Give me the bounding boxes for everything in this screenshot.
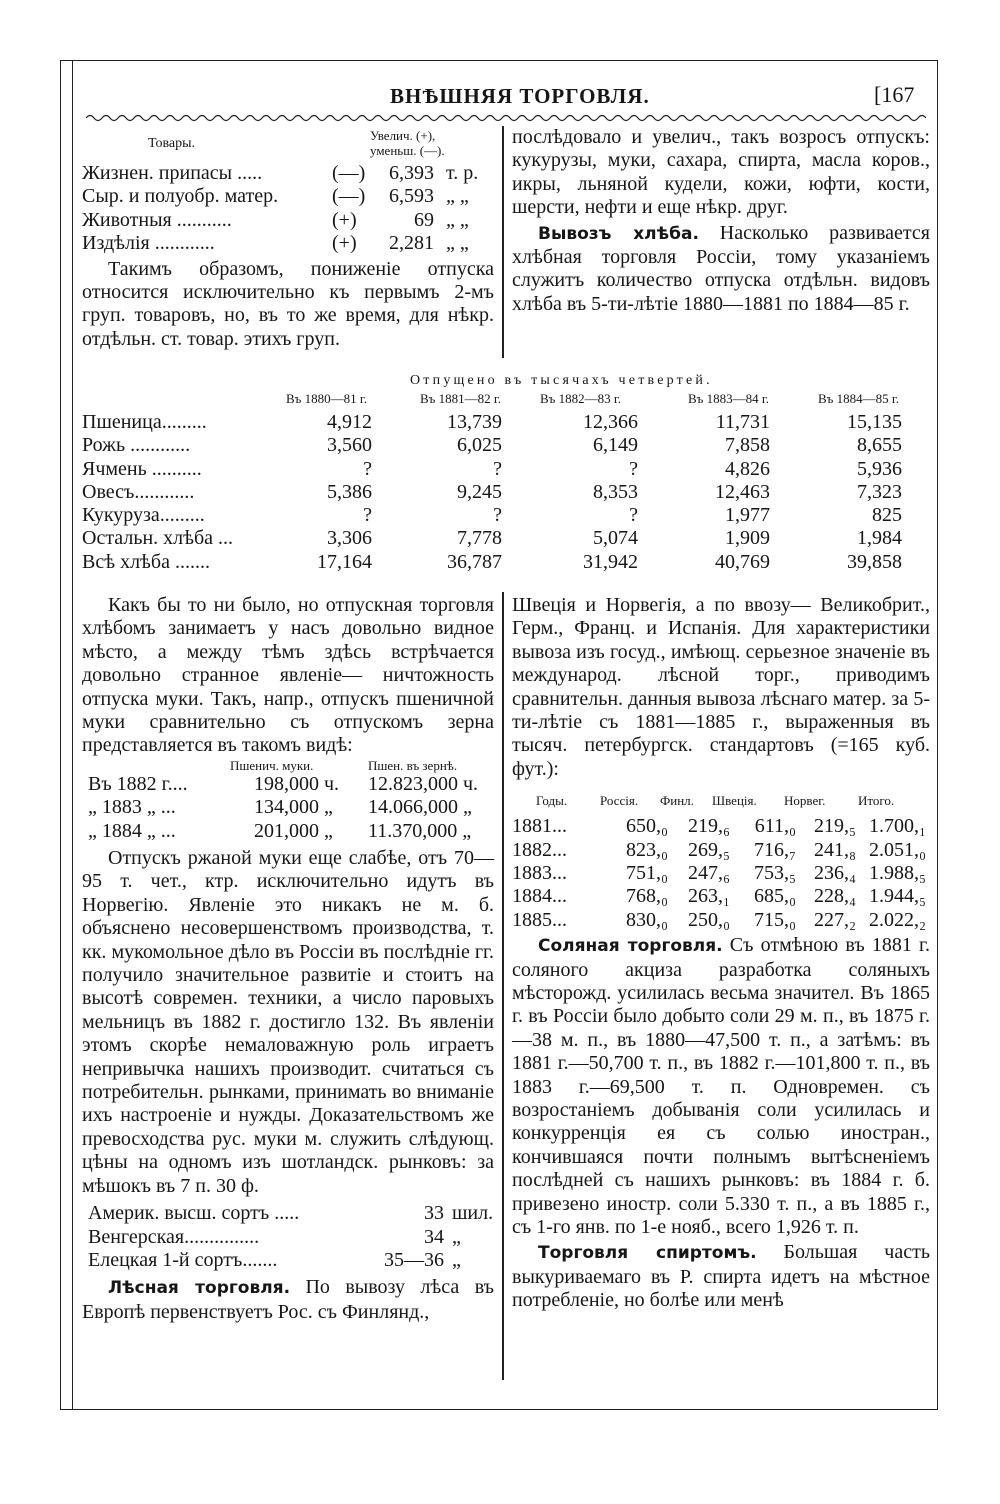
goods-name: Жизнен. припасы ..... — [82, 162, 263, 184]
grain-value: 6,025 — [457, 434, 502, 457]
timber-year: 1883... — [512, 862, 567, 885]
timber-value: 715,₀ — [754, 908, 796, 931]
timber-value: 753,₅ — [754, 862, 796, 885]
grain-value: 5,386 — [327, 480, 372, 503]
grain-value: 12,463 — [715, 480, 770, 503]
grain-name: Овесъ............ — [82, 480, 195, 503]
grain-value: ? — [629, 457, 638, 480]
timber-value: 650,₀ — [626, 815, 668, 838]
grain-row — [82, 434, 932, 457]
flour-col-header-2: Пшен. въ зернѣ. — [368, 757, 458, 773]
timber-value: 1.944,₅ — [869, 885, 926, 908]
price-value: 35—36 — [384, 1248, 444, 1271]
timber-value: 241,₈ — [814, 838, 856, 861]
grain-row — [82, 481, 932, 504]
grain-value: 36,787 — [447, 550, 502, 573]
grain-value: 4,912 — [327, 411, 372, 433]
timber-trade-heading: Лѣсная торговля. — [108, 1278, 291, 1299]
grain-row — [82, 411, 932, 434]
grain-value: 5,936 — [857, 457, 902, 480]
price-unit: „ — [452, 1225, 461, 1248]
running-header: ВНѢШНЯЯ ТОРГОВЛЯ. — [390, 84, 650, 108]
column-divider-bottom — [502, 592, 504, 1380]
flour-year: „ 1883 „ ... — [88, 796, 176, 819]
goods-name: Животныя ........... — [82, 208, 232, 231]
grain-value: 1,909 — [725, 527, 770, 550]
grain-name: Кукуруза......... — [82, 504, 205, 527]
timber-value: 250,₀ — [688, 908, 730, 931]
timber-year: 1885... — [512, 908, 567, 931]
timber-year: 1884... — [512, 885, 567, 908]
goods-sign: (+) — [332, 208, 357, 231]
goods-unit: т. р. — [446, 162, 479, 184]
price-unit: „ — [452, 1248, 461, 1271]
timber-value: 2.022,₂ — [869, 908, 926, 931]
grain-value: 11,731 — [715, 411, 770, 433]
goods-table-header — [82, 128, 494, 162]
right-paragraph-1: послѣдовало и увелич., такъ возросъ отпускъ: кукурузы, муки, сахара, спирта, масла коров., икры, льняной кудели, кожи, юфти, кости, шерсти, нефти и еще нѣкр. друг. — [512, 126, 930, 219]
goods-sign: (—) — [332, 162, 366, 184]
price-value: 33 — [424, 1202, 444, 1225]
grain-name: Ячмень .......... — [82, 457, 202, 480]
grain-value: 8,353 — [593, 480, 638, 503]
goods-unit: „ „ — [446, 232, 469, 255]
right-paragraph-3: Швеція и Норвегія, а по ввозу— Великобрит., Герм., Франц. и Испанія. Для характеристики вывоза изъ госуд., имѣющ. серьезное значеніе въ международ. лѣсной торг., приводимъ сравнительн. данныя вывоза лѣснаго матер. за 5-ти-лѣтіе съ 1881—1885 г., выраженныя въ тысяч. петербургск. стандартовъ (=165 куб. фут.): — [512, 594, 930, 780]
goods-row — [82, 232, 494, 255]
grain-row — [82, 551, 932, 574]
flour-value: 198,000 ч. — [254, 772, 340, 795]
grain-value: 4,826 — [725, 457, 770, 480]
grain-table-headers — [82, 391, 932, 409]
grain-value: 825 — [872, 504, 902, 527]
grain-value: ? — [493, 457, 502, 480]
timber-trade-text: По вывозу лѣса въ Европѣ первенствуетъ Рос. съ Финлянд., — [82, 1276, 494, 1323]
flour-value: 201,000 „ — [254, 819, 333, 842]
left-top-column — [82, 128, 494, 351]
salt-trade-text: Съ отмѣною въ 1881 г. соляного акциза разработка соляныхъ мѣсторожд. усилилась весьма значител. Въ 1865 г. въ Россіи было добыто соли 29 м. п., въ 1875 г.—38 м. п., въ 1880—47,500 т. п., а затѣмъ: въ 1881 г.—50,700 т. п., въ 1882 г.—101,800 т. п., въ 1883 г.—69,500 т. п. Одновремен. съ возростаніемъ добыванія соли усилилась и конкурренція ея съ солью иностран., кончившаяся почти полнымъ вытѣсненіемъ послѣдней съ нашихъ рынковъ: въ 1884 г. б. привезено иностр. соли 5.330 т. п., а въ 1885 г., съ 1-го янв. по 1-е нояб., всего 1,926 т. п. — [512, 934, 930, 1239]
flour-table — [82, 773, 494, 843]
flour-row — [82, 796, 494, 819]
grain-value: ? — [363, 457, 372, 480]
price-table — [82, 1202, 494, 1272]
grain-value: 15,135 — [847, 411, 902, 433]
flour-year: Въ 1882 г.... — [88, 772, 188, 795]
flour-table-header — [82, 758, 494, 773]
timber-year: 1881... — [512, 815, 567, 838]
timber-table — [512, 815, 930, 932]
timber-col-header: Швеція. — [712, 793, 757, 809]
grain-value: 8,655 — [857, 434, 902, 457]
grain-value: 3,306 — [327, 527, 372, 550]
flour-row — [82, 820, 494, 843]
timber-value: 830,₀ — [626, 908, 668, 931]
grain-value: 9,245 — [457, 480, 502, 503]
grain-value: 17,164 — [317, 550, 372, 573]
price-name: Елецкая 1-й сортъ....... — [88, 1248, 278, 1271]
timber-value: 227,₂ — [814, 908, 856, 931]
grain-value: ? — [629, 504, 638, 527]
price-name: Америк. высш. сортъ ..... — [88, 1202, 300, 1225]
grain-value: 1,977 — [725, 504, 770, 527]
timber-value: 236,₄ — [814, 862, 856, 885]
timber-value: 228,₄ — [814, 885, 856, 908]
goods-name: Сыр. и полуобр. матер. — [82, 185, 279, 208]
timber-row — [512, 815, 930, 838]
grain-name: Остальн. хлѣба ... — [82, 527, 234, 550]
grain-name: Всѣ хлѣба ....... — [82, 550, 210, 573]
timber-value: 1.700,₁ — [869, 815, 926, 838]
grain-value: ? — [363, 504, 372, 527]
column-divider-top — [502, 126, 504, 358]
grain-value: 31,942 — [583, 550, 638, 573]
grain-name: Пшеница......... — [82, 411, 207, 433]
change-col-header-1: Увелич. (+), — [370, 128, 436, 143]
right-top-column — [512, 126, 930, 316]
timber-row — [512, 862, 930, 885]
timber-col-header: Годы. — [536, 793, 568, 809]
grain-value: 1,984 — [857, 527, 902, 550]
timber-value: 219,₆ — [688, 815, 730, 838]
page-number: [167 — [874, 82, 915, 107]
grain-export-text: Насколько развивается хлѣбная торговля Россіи, тому указаніемъ служитъ количество отпуска отдѣльн. видовъ хлѣба въ 5-ти-лѣтіе 1880—1881 по 1884—85 г. — [512, 221, 930, 315]
timber-value: 219,₅ — [814, 815, 856, 838]
grain-value: 12,366 — [583, 411, 638, 433]
goods-col-header: Товары. — [148, 136, 196, 151]
spirit-trade-heading: Торговля спиртомъ. — [538, 1243, 757, 1264]
grain-table — [82, 411, 932, 574]
goods-row — [82, 162, 494, 185]
timber-value: 716,₇ — [754, 838, 796, 861]
left-paragraph-3: Отпускъ ржаной муки еще слабѣе, отъ 70—95 т. чет., ктр. исключительно идутъ въ Норвегію. Явленіе это никакъ не м. б. объяснено несовершенствомъ производства, т. кк. мукомольное дѣло въ Россіи въ послѣдніе гг. получило значительное развитіе и стоитъ на высотѣ современ. техники, а число паровыхъ мельницъ въ 1882 г. достигло 132. Въ явленіи этомъ скорѣе немаловажную роль играетъ непривычка нашихъ производит. считаться съ потребительн. рынками, принимать во вниманіе ихъ настроеніе и нужды. Доказательствомъ же превосходства рус. муки м. служить слѣдующ. цѣны на одномъ изъ шотландск. рынковъ: за мѣшокъ въ 7 п. 30 ф. — [82, 847, 494, 1197]
timber-value: 1.988,₅ — [869, 862, 926, 885]
grain-table-caption: Отпущено въ тысячахъ четвертей. — [410, 373, 713, 388]
goods-sign: (—) — [332, 185, 366, 208]
grain-value: 40,769 — [715, 550, 770, 573]
grain-col-header: Въ 1884—85 г. — [818, 391, 900, 406]
timber-value: 751,₀ — [626, 862, 668, 885]
salt-trade-heading: Соляная торговля. — [538, 936, 723, 957]
grain-value: 12.823,000 ч. — [368, 772, 479, 795]
price-row — [82, 1226, 494, 1249]
price-unit: шил. — [452, 1202, 494, 1225]
spirit-trade-text: Большая часть выкуриваемаго въ Р. спирта идетъ на мѣстное потребленіе, но болѣе или менѣ — [512, 1241, 930, 1312]
price-row — [82, 1202, 494, 1225]
timber-table-headers — [512, 793, 930, 815]
wavy-rule — [86, 112, 926, 124]
goods-sign: (+) — [332, 232, 357, 255]
grain-col-header: Въ 1881—82 г. — [420, 391, 502, 406]
goods-row — [82, 185, 494, 208]
timber-col-header: Финл. — [660, 793, 694, 809]
timber-value: 269,₅ — [688, 838, 730, 861]
timber-value: 263,₁ — [688, 885, 730, 908]
left-paragraph-4 — [82, 1276, 494, 1324]
grain-value: 7,858 — [725, 434, 770, 457]
grain-col-header: Въ 1882—83 г. — [540, 391, 622, 406]
grain-value: 14.066,000 „ — [368, 796, 472, 819]
timber-value: 2.051,₀ — [869, 838, 926, 861]
right-paragraph-5 — [512, 1241, 930, 1312]
grain-value: ? — [493, 504, 502, 527]
timber-value: 768,₀ — [626, 885, 668, 908]
left-paragraph-2: Какъ бы то ни было, но отпускная торговля хлѣбомъ занимаетъ у насъ довольно видное мѣсто, а между тѣмъ здѣсь встрѣчается довольно странное явленіе— ничтожность отпуска муки. Такъ, напр., отпускъ пшеничной муки сравнительно съ отпускомъ зерна представляется въ такомъ видѣ: — [82, 594, 494, 757]
timber-value: 823,₀ — [626, 838, 668, 861]
grain-value: 13,739 — [447, 411, 502, 433]
timber-col-header: Норвег. — [784, 793, 826, 809]
grain-value: 3,560 — [327, 434, 372, 457]
right-paragraph-4 — [512, 934, 930, 1239]
timber-col-header: Россія. — [600, 793, 639, 809]
grain-value: 7,323 — [857, 480, 902, 503]
goods-row — [82, 209, 494, 232]
grain-row — [82, 527, 932, 550]
grain-col-header: Въ 1880—81 г. — [286, 391, 368, 406]
timber-col-header: Итого. — [858, 793, 895, 809]
goods-name: Издѣлія ............ — [82, 232, 215, 255]
price-row — [82, 1249, 494, 1272]
price-name: Венгерская............... — [88, 1225, 260, 1248]
grain-value: 39,858 — [847, 550, 902, 573]
goods-table — [82, 162, 494, 256]
grain-row — [82, 458, 932, 481]
grain-value: 11.370,000 „ — [368, 819, 472, 842]
timber-row — [512, 839, 930, 862]
goods-value: 6,593 — [389, 185, 434, 208]
timber-year: 1882... — [512, 838, 567, 861]
grain-col-header: Въ 1883—84 г. — [688, 391, 770, 406]
flour-col-header-1: Пшенич. муки. — [230, 757, 314, 773]
goods-value: 6,393 — [389, 162, 434, 184]
timber-row — [512, 909, 930, 932]
grain-export-heading: Вывозъ хлѣба. — [538, 223, 699, 244]
goods-value: 69 — [414, 208, 434, 231]
grain-value: 6,149 — [593, 434, 638, 457]
flour-value: 134,000 „ — [254, 796, 333, 819]
right-paragraph-2 — [512, 222, 930, 317]
grain-name: Рожь ............ — [82, 434, 191, 457]
goods-unit: „ „ — [446, 185, 469, 208]
grain-row — [82, 504, 932, 527]
flour-row — [82, 773, 494, 796]
timber-value: 685,₀ — [754, 885, 796, 908]
change-col-header-2: уменьш. (—). — [370, 143, 445, 158]
grain-value: 7,778 — [457, 527, 502, 550]
left-paragraph-1: Такимъ образомъ, пониженіе отпуска относится исключительно къ первымъ 2-мъ груп. товаровъ, но, въ то же время, для нѣкр. отдѣльн. ст. товар. этихъ груп. — [82, 257, 494, 350]
goods-value: 2,281 — [389, 232, 434, 255]
left-bottom-column — [82, 594, 494, 1324]
goods-unit: „ „ — [446, 208, 469, 231]
right-bottom-column — [512, 594, 930, 1313]
timber-value: 611,₀ — [754, 815, 796, 838]
flour-year: „ 1884 „ ... — [88, 819, 176, 842]
timber-row — [512, 885, 930, 908]
timber-value: 247,₆ — [688, 862, 730, 885]
grain-value: 5,074 — [593, 527, 638, 550]
price-value: 34 — [424, 1225, 444, 1248]
